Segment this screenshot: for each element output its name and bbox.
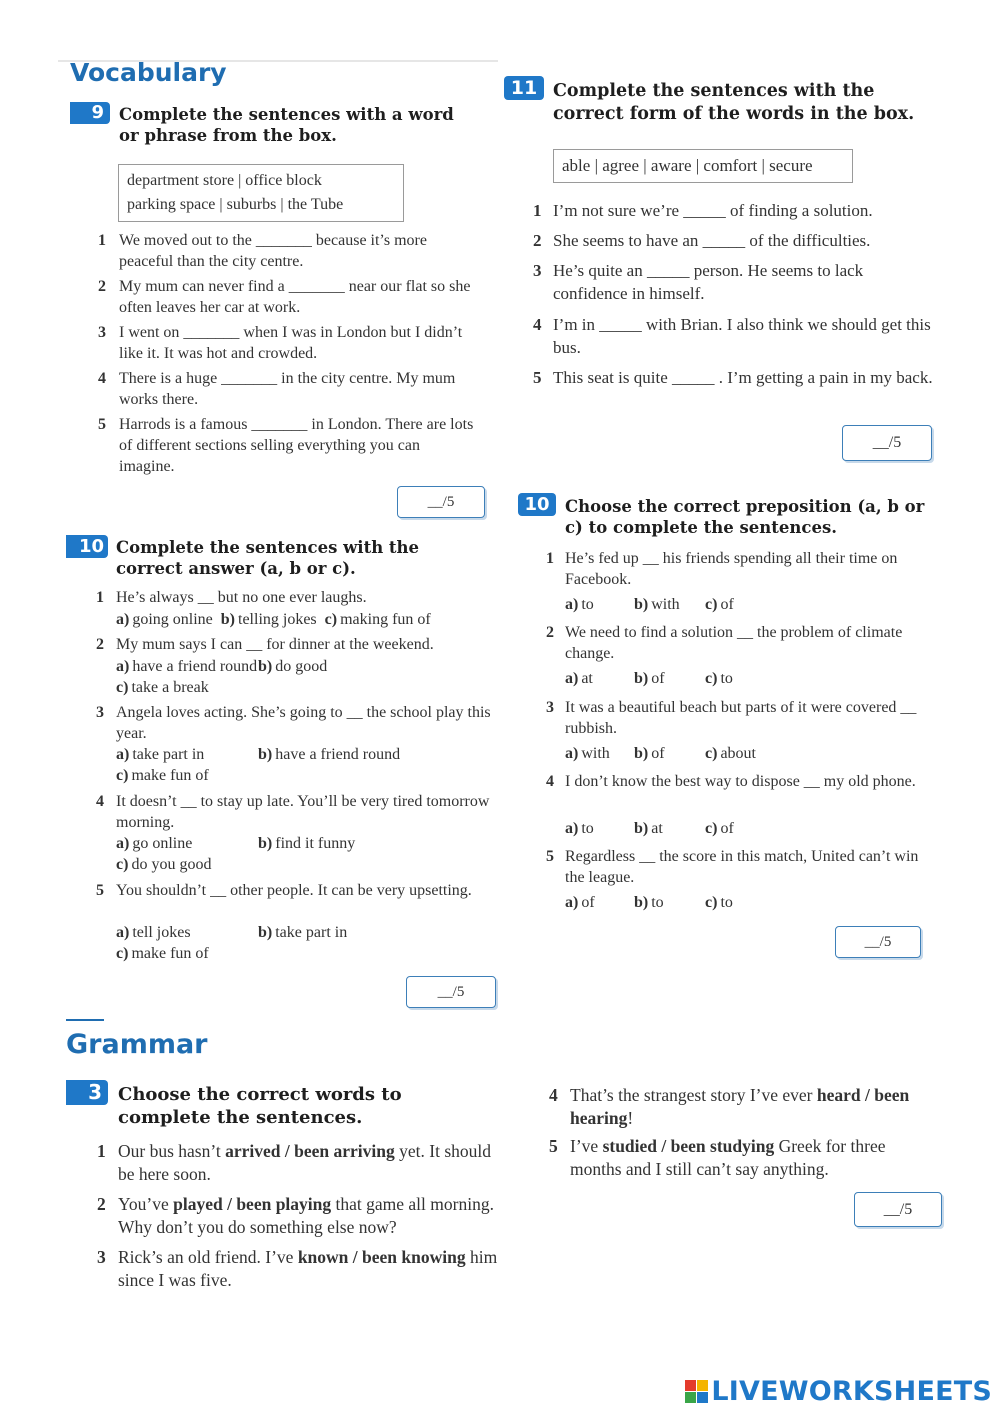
exercise-3-item-2: [97, 1193, 507, 1239]
exercise-11-item-4: [533, 313, 943, 359]
item-number: 5: [533, 368, 542, 387]
exercise-10b-q4-option-b[interactable]: b) at: [634, 820, 663, 837]
exercise-9-item-3: [98, 322, 478, 364]
exercise-3-score-box[interactable]: __/5: [854, 1192, 942, 1227]
exercise-9-item-4: [98, 368, 478, 410]
item-number: 4: [98, 370, 106, 387]
item-number: 4: [96, 793, 104, 810]
item-number: 1: [98, 232, 106, 249]
exercise-10b-item-1: [546, 548, 931, 590]
exercise-10a-q5-option-b[interactable]: b) take part in: [258, 924, 348, 941]
exercise-10a-item-4: [96, 791, 496, 833]
exercise-9-item-2: [98, 276, 478, 318]
exercise-10b-q3-option-c[interactable]: c) about: [705, 745, 756, 762]
exercise-10b-item-5: [546, 846, 931, 888]
exercise-10a-heading: Complete the sentences with the correct answer (a, b or c).: [116, 538, 420, 579]
item-number: 2: [97, 1194, 106, 1214]
item-text: Angela loves acting. She’s going to __ the school play this year.: [116, 704, 491, 742]
word-box-line: parking space | suburbs | the Tube: [127, 196, 344, 213]
exercise-10b-score-box[interactable]: __/5: [835, 926, 921, 958]
exercise-10a-q4-option-b[interactable]: b) find it funny: [258, 835, 356, 852]
exercise-10a-item-3: [96, 702, 496, 744]
exercise-11-word-box: able | agree | aware | comfort | secure: [553, 149, 853, 183]
item-text: Our bus hasn’t: [118, 1141, 226, 1161]
exercise-3-item-3: [97, 1246, 512, 1292]
item-number: 4: [533, 315, 542, 334]
exercise-10a-score-box[interactable]: __/5: [406, 976, 496, 1008]
exercise-10b-q1-option-a[interactable]: a) to: [565, 596, 594, 613]
exercise-10b-q3-option-a[interactable]: a) with: [565, 745, 610, 762]
item-text: I’ve: [570, 1136, 603, 1156]
exercise-10a-q2-option-a[interactable]: a) have a friend round: [116, 658, 258, 675]
item-number: 3: [97, 1247, 106, 1267]
item-text: It was a beautiful beach but parts of it were covered __ rubbish.: [565, 699, 917, 737]
item-number: 2: [96, 636, 104, 653]
option-a[interactable]: a) going online: [116, 611, 213, 628]
exercise-11-number: 11: [504, 76, 544, 100]
word-choice[interactable]: played / been playing: [173, 1194, 332, 1214]
item-text[interactable]: He’s quite an _____ person. He seems to lack confidence in himself.: [553, 261, 864, 303]
exercise-10b-q5-option-a[interactable]: a) of: [565, 894, 595, 911]
exercise-9-item-5: [98, 414, 478, 477]
exercise-10a-item-2: [96, 634, 506, 655]
item-number: 3: [546, 699, 554, 716]
exercise-3-number: 3: [66, 1080, 108, 1105]
exercise-10a-item-1: [96, 587, 496, 608]
exercise-10a-item-5: [96, 880, 496, 901]
exercise-3-item-1: [97, 1140, 497, 1186]
logo-icon: [685, 1380, 708, 1403]
exercise-10a-q2-option-b[interactable]: b) do good: [258, 658, 328, 675]
item-number: 4: [546, 773, 554, 790]
exercise-11-score-box[interactable]: __/5: [842, 425, 932, 461]
exercise-10b-item-2: [546, 622, 931, 664]
item-text: You shouldn’t __ other people. It can be very upsetting.: [116, 882, 472, 899]
item-text: You’ve: [118, 1194, 174, 1214]
exercise-10b-q3-option-b[interactable]: b) of: [634, 745, 665, 762]
item-text[interactable]: I’m not sure we’re _____ of finding a solution.: [553, 201, 873, 220]
item-number: 1: [97, 1141, 106, 1161]
item-text[interactable]: Harrods is a famous _______ in London. There are lots of different sections selling everything you can imagine.: [119, 416, 474, 475]
logo-text: LIVEWORKSHEETS: [711, 1376, 992, 1407]
exercise-10a-q5-option-a[interactable]: a) tell jokes: [116, 924, 191, 941]
exercise-10b-q2-option-a[interactable]: a) at: [565, 670, 593, 687]
exercise-9-item-1: [98, 230, 478, 272]
exercise-9-heading: Complete the sentences with a word or phrase from the box.: [119, 105, 454, 146]
word-box-line: department store | office block: [127, 172, 322, 189]
item-text[interactable]: My mum can never find a _______ near our flat so she often leaves her car at work.: [119, 278, 471, 316]
exercise-10a-q3-option-a[interactable]: a) take part in: [116, 746, 205, 763]
item-number: 5: [546, 848, 554, 865]
exercise-10a-number: 10: [66, 535, 108, 558]
item-text: It doesn’t __ to stay up late. You’ll be very tired tomorrow morning.: [116, 793, 490, 831]
item-number: 3: [533, 261, 542, 280]
exercise-10a-q5-option-c[interactable]: c) make fun of: [116, 945, 209, 962]
item-number: 4: [549, 1085, 558, 1105]
liveworksheets-logo: [685, 1376, 992, 1407]
item-number: 1: [96, 589, 104, 606]
exercise-11-item-5: [533, 366, 943, 389]
item-number: 2: [546, 624, 554, 641]
exercise-3-heading: Choose the correct words to complete the sentences.: [118, 1084, 402, 1129]
exercise-9-number: 9: [70, 102, 110, 124]
item-text: him since I was five.: [118, 1247, 498, 1290]
item-text: That’s the strangest story I’ve ever: [570, 1085, 817, 1105]
exercise-3-item-4: [549, 1084, 949, 1130]
item-number: 1: [533, 201, 542, 220]
item-text: My mum says I can __ for dinner at the weekend.: [116, 636, 434, 653]
exercise-11-item-3: [533, 259, 923, 305]
exercise-10b-item-4: [546, 771, 931, 792]
option-c[interactable]: c) making fun of: [324, 611, 431, 628]
item-text: that game all morning. Why don’t you do something else now?: [118, 1194, 494, 1237]
exercise-10b-q2-option-b[interactable]: b) of: [634, 670, 665, 687]
item-text[interactable]: This seat is quite _____ . I’m getting a pain in my back.: [553, 368, 933, 387]
exercise-10b-number: 10: [518, 493, 556, 516]
item-text[interactable]: We moved out to the _______ because it’s more peaceful than the city centre.: [119, 232, 427, 270]
item-text: Greek for three months and I still can’t say anything.: [570, 1136, 886, 1179]
grammar-title: Grammar: [66, 1029, 208, 1060]
exercise-10b-q5-option-c[interactable]: c) to: [705, 894, 733, 911]
exercise-10a-q3-option-c[interactable]: c) make fun of: [116, 767, 209, 784]
item-text: He’s fed up __ his friends spending all their time on Facebook.: [565, 550, 898, 588]
item-text: yet. It should be here soon.: [118, 1141, 491, 1184]
item-number: 2: [533, 231, 542, 250]
exercise-3-item-5: [549, 1135, 929, 1181]
item-text[interactable]: She seems to have an _____ of the difficulties.: [553, 231, 871, 250]
exercise-10b-q1-option-c[interactable]: c) of: [705, 596, 734, 613]
word-choice[interactable]: studied / been studying: [602, 1136, 775, 1156]
exercise-10b-q4-option-a[interactable]: a) to: [565, 820, 594, 837]
item-number: 2: [98, 278, 106, 295]
item-text: He’s always __ but no one ever laughs.: [116, 589, 367, 606]
exercise-10a-q2-option-c[interactable]: c) take a break: [116, 679, 209, 696]
exercise-10b-q5-option-b[interactable]: b) to: [634, 894, 664, 911]
word-choice[interactable]: heard / been hearing: [570, 1085, 910, 1128]
exercise-10a-q3-option-b[interactable]: b) have a friend round: [258, 746, 401, 763]
exercise-10b-q1-option-b[interactable]: b) with: [634, 596, 680, 613]
item-text: I don’t know the best way to dispose __ my old phone.: [565, 773, 916, 790]
item-number: 3: [98, 324, 106, 341]
exercise-11-item-2: [533, 229, 943, 252]
option-b[interactable]: b) telling jokes: [220, 611, 317, 628]
exercise-10b-q4-option-c[interactable]: c) of: [705, 820, 734, 837]
item-text: Rick’s an old friend. I’ve: [118, 1247, 298, 1267]
item-number: 1: [546, 550, 554, 567]
item-number: 5: [98, 416, 106, 433]
exercise-11-item-1: [533, 199, 943, 222]
item-text: !: [627, 1108, 634, 1128]
exercise-10b-q2-option-c[interactable]: c) to: [705, 670, 733, 687]
item-text[interactable]: I went on _______ when I was in London but I didn’t like it. It was hot and crowded.: [119, 324, 463, 362]
word-choice[interactable]: known / been knowing: [297, 1247, 466, 1267]
vocabulary-title: Vocabulary: [70, 58, 227, 87]
exercise-10a-q4-option-c[interactable]: c) do you good: [116, 856, 212, 873]
item-text[interactable]: There is a huge _______ in the city centre. My mum works there.: [119, 370, 456, 408]
item-text[interactable]: I’m in _____ with Brian. I also think we should get this bus.: [553, 315, 931, 357]
grammar-rule: [66, 1019, 104, 1021]
word-choice[interactable]: arrived / been arriving: [225, 1141, 395, 1161]
exercise-10a-q1-options: [116, 611, 431, 629]
item-number: 3: [96, 704, 104, 721]
exercise-9-score-box[interactable]: __/5: [397, 486, 485, 518]
item-text: We need to find a solution __ the problem of climate change.: [565, 624, 903, 662]
item-number: 5: [96, 882, 104, 899]
exercise-10b-item-3: [546, 697, 931, 739]
exercise-10b-heading: Choose the correct preposition (a, b or c) to complete the sentences.: [565, 497, 925, 538]
exercise-11-heading: Complete the sentences with the correct form of the words in the box.: [553, 81, 915, 124]
item-number: 5: [549, 1136, 558, 1156]
exercise-10a-q4-option-a[interactable]: a) go online: [116, 835, 193, 852]
item-text: Regardless __ the score in this match, United can’t win the league.: [565, 848, 919, 886]
exercise-9-word-box: [118, 164, 404, 222]
